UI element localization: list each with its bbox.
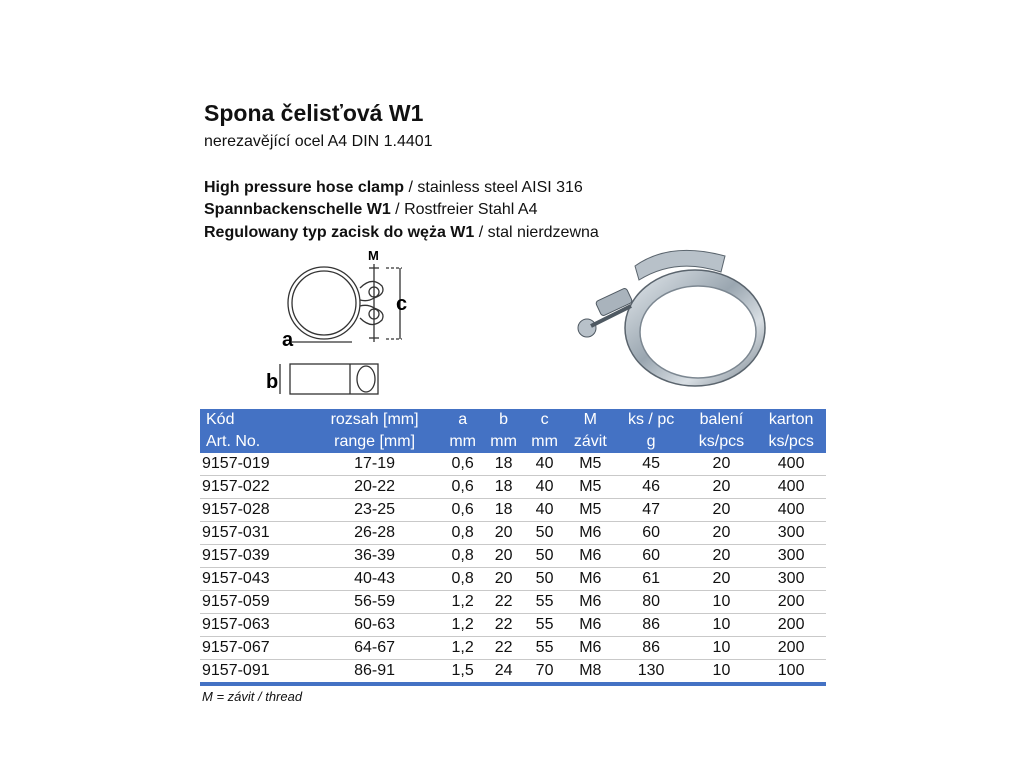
specification-table <box>200 409 826 686</box>
table-cell: 22 <box>483 614 524 637</box>
article-number-cell: 9157-039 <box>200 545 307 568</box>
column-header: Kód <box>200 409 307 431</box>
table-cell: 400 <box>756 453 826 476</box>
table-cell: 50 <box>524 545 565 568</box>
subtitle: nerezavějící ocel A4 DIN 1.4401 <box>204 133 433 150</box>
table-cell: 24 <box>483 660 524 685</box>
article-number-cell: 9157-091 <box>200 660 307 685</box>
table-cell: 46 <box>616 476 687 499</box>
description-en: High pressure hose clamp / stainless steel AISI 316 <box>204 179 583 196</box>
table-cell: 10 <box>687 591 757 614</box>
article-number-cell: 9157-059 <box>200 591 307 614</box>
table-cell: 300 <box>756 568 826 591</box>
footnote: M = závit / thread <box>202 689 303 704</box>
table-cell: 0,8 <box>442 568 483 591</box>
table-cell: 20 <box>687 476 757 499</box>
table-cell: 86-91 <box>307 660 442 685</box>
table-cell: 20 <box>483 545 524 568</box>
article-number-cell: 9157-031 <box>200 522 307 545</box>
table-cell: 60 <box>616 545 687 568</box>
table-cell: 20 <box>687 499 757 522</box>
table-row <box>200 568 826 591</box>
article-number-cell: 9157-043 <box>200 568 307 591</box>
table-cell: 20 <box>687 568 757 591</box>
table-cell: 40-43 <box>307 568 442 591</box>
table-cell: 55 <box>524 591 565 614</box>
table-cell: 18 <box>483 453 524 476</box>
table-cell: 100 <box>756 660 826 685</box>
column-subheader: mm <box>442 431 483 453</box>
table-cell: 40 <box>524 453 565 476</box>
column-header: balení <box>687 409 757 431</box>
table-cell: 10 <box>687 637 757 660</box>
table-cell: 36-39 <box>307 545 442 568</box>
table-row <box>200 614 826 637</box>
table-row <box>200 660 826 685</box>
table-row <box>200 522 826 545</box>
table-cell: 86 <box>616 614 687 637</box>
column-subheader: Art. No. <box>200 431 307 453</box>
column-header: ks / pc <box>616 409 687 431</box>
table-row <box>200 499 826 522</box>
page-title: Spona čelisťová W1 <box>204 100 424 126</box>
table-cell: 400 <box>756 476 826 499</box>
table-cell: M5 <box>565 476 616 499</box>
table-cell: 10 <box>687 614 757 637</box>
table-cell: 0,6 <box>442 453 483 476</box>
table-cell: 200 <box>756 591 826 614</box>
table-cell: 200 <box>756 614 826 637</box>
table-cell: M6 <box>565 591 616 614</box>
table-cell: M6 <box>565 568 616 591</box>
column-header: rozsah [mm] <box>307 409 442 431</box>
table-header-row <box>200 409 826 431</box>
table-cell: 60 <box>616 522 687 545</box>
table-cell: 400 <box>756 499 826 522</box>
column-subheader: mm <box>483 431 524 453</box>
table-row <box>200 591 826 614</box>
table-cell: 50 <box>524 522 565 545</box>
table-cell: 0,8 <box>442 522 483 545</box>
clamp-dimension-diagram <box>262 246 422 406</box>
table-cell: 1,5 <box>442 660 483 685</box>
table-cell: 0,8 <box>442 545 483 568</box>
column-header: b <box>483 409 524 431</box>
table-cell: 61 <box>616 568 687 591</box>
table-row <box>200 453 826 476</box>
description-pl: Regulowany typ zacisk do węża W1 / stal nierdzewna <box>204 224 599 241</box>
table-row <box>200 545 826 568</box>
article-number-cell: 9157-067 <box>200 637 307 660</box>
table-cell: 22 <box>483 591 524 614</box>
column-subheader: range [mm] <box>307 431 442 453</box>
table-cell: 1,2 <box>442 614 483 637</box>
table-cell: 56-59 <box>307 591 442 614</box>
article-number-cell: 9157-063 <box>200 614 307 637</box>
table-cell: 17-19 <box>307 453 442 476</box>
table-cell: 26-28 <box>307 522 442 545</box>
table-cell: 22 <box>483 637 524 660</box>
table-cell: 300 <box>756 545 826 568</box>
table-cell: 40 <box>524 476 565 499</box>
table-cell: M6 <box>565 545 616 568</box>
table-cell: 0,6 <box>442 476 483 499</box>
table-cell: 0,6 <box>442 499 483 522</box>
table-cell: M6 <box>565 637 616 660</box>
table-cell: 40 <box>524 499 565 522</box>
table-cell: 20 <box>483 568 524 591</box>
column-header: karton <box>756 409 826 431</box>
table-cell: 20 <box>687 522 757 545</box>
column-header: M <box>565 409 616 431</box>
table-cell: 55 <box>524 637 565 660</box>
table-cell: 23-25 <box>307 499 442 522</box>
table-cell: 130 <box>616 660 687 685</box>
table-cell: M5 <box>565 499 616 522</box>
table-cell: 20 <box>687 545 757 568</box>
clamp-product-photo <box>565 246 780 396</box>
table-cell: 55 <box>524 614 565 637</box>
table-cell: 60-63 <box>307 614 442 637</box>
table-cell: M5 <box>565 453 616 476</box>
label-m: M <box>368 248 379 263</box>
column-subheader: ks/pcs <box>687 431 757 453</box>
table-cell: 20 <box>483 522 524 545</box>
table-cell: 45 <box>616 453 687 476</box>
column-header: c <box>524 409 565 431</box>
table-header-row <box>200 431 826 453</box>
table-row <box>200 637 826 660</box>
column-subheader: g <box>616 431 687 453</box>
label-c: c <box>396 293 408 315</box>
column-subheader: ks/pcs <box>756 431 826 453</box>
table-cell: 47 <box>616 499 687 522</box>
table-cell: M6 <box>565 614 616 637</box>
table-cell: 20-22 <box>307 476 442 499</box>
column-subheader: mm <box>524 431 565 453</box>
table-cell: 10 <box>687 660 757 685</box>
article-number-cell: 9157-028 <box>200 499 307 522</box>
table-row <box>200 476 826 499</box>
table-cell: M6 <box>565 522 616 545</box>
table-cell: 200 <box>756 637 826 660</box>
label-a: a <box>282 329 294 351</box>
column-header: a <box>442 409 483 431</box>
column-subheader: závit <box>565 431 616 453</box>
table-cell: 1,2 <box>442 637 483 660</box>
table-cell: 300 <box>756 522 826 545</box>
table-cell: 70 <box>524 660 565 685</box>
table-cell: 18 <box>483 499 524 522</box>
label-b: b <box>266 371 279 393</box>
table-cell: 50 <box>524 568 565 591</box>
article-number-cell: 9157-022 <box>200 476 307 499</box>
article-number-cell: 9157-019 <box>200 453 307 476</box>
table-cell: M8 <box>565 660 616 685</box>
table-cell: 64-67 <box>307 637 442 660</box>
table-cell: 80 <box>616 591 687 614</box>
table-cell: 86 <box>616 637 687 660</box>
table-cell: 20 <box>687 453 757 476</box>
table-cell: 1,2 <box>442 591 483 614</box>
description-de: Spannbackenschelle W1 / Rostfreier Stahl A4 <box>204 201 538 218</box>
table-cell: 18 <box>483 476 524 499</box>
